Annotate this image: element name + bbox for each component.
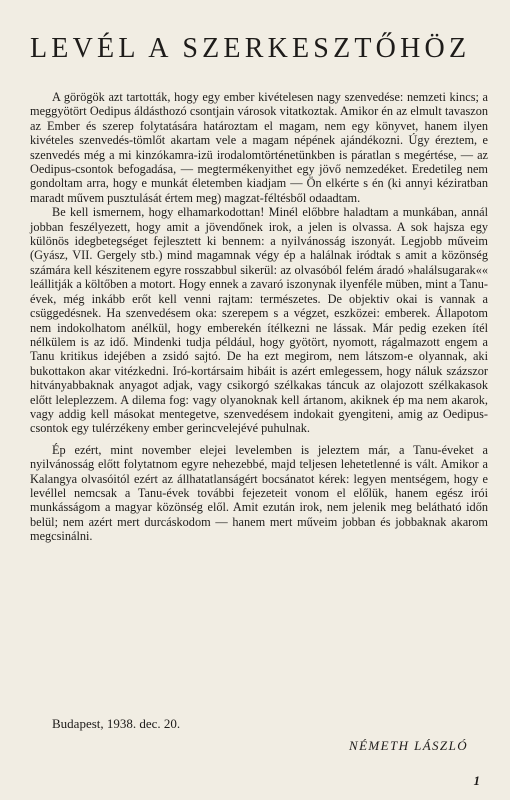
paragraph-2: Be kell ismernem, hogy elhamarkodottan! Minél előbbre haladtam a munkában, annál jobban feszélyezett, hogy amit a jövendőnek irok, a jelen is olvassa. A sok hajsza egy különös idegbetegséget fejlesztett ki bennem: a nyilvánosság iszonyát. Legjobb műveim (Gyász, VII. Gergely stb.) mind magamnak végy ép a halálnak iródtak s amit a közönség számára kell készitenem egyre rosszabbul sikerül: az olvasóból felém áradó »halálsugarak«« leállitják a költőben a motort. Hogy ennek a zavaró iszonynak ilyenféle müben, mint a Tanu-évek, még inkább erőt kell venni rajtam: természetes. De objektiv okai is vannak a csüggedésnek. Ha szenvedésem oka: szerepem s a végzet, eszközei: emberek. Állapotom nem indokolhatom anélkül, hogy emberekén ítélkezni ne lássak. Már pedig ezeken ítél nélkülem is az idő. Mindenki tudja például, hogy gyötört, nyomott, rágalmazott engem a Tanu kritikus idejében a zsidó sajtó. De ha ezt megirom, nem látszom-e olyannak, aki bukottakon akar vitézkedni. Iró-kortársaim hibáit is azért emlegessem, hogy náluk százszor hitványabbaknak anyagot adjak, vagy csikorgó szélkakas táncuk az olajozott szélkakasok előtt leleplezzem. A dilema fog: vagy olyanoknak kell ártanom, akiknek ép ma nem akarok, vagy addig kell másokat mentegetve, szenvedésem indokait gyengiteni, amig az Oedipus-csontok egy tulérzékeny ember gerincvelejévé puhulnak.	[30, 205, 488, 436]
paragraph-1: A görögök azt tartották, hogy egy ember kivételesen nagy szenvedése: nemzeti kincs; a meggyötört Oedipus áldásthozó csontjain városok vitatkoztak. Amikor én az elmult tavaszon az Ember és szerep folytatására határoztam el magam, nem egy könyvet, hanem ilyen kivételes szenvedés-tömlőt akartam vele a magam népének ajándékozni. Úgy éreztem, e szenvedés még a mi kinzókamra-izü irodalomtörténetünkben is páratlan s megértése, — az Oedipus-csontok befogadása, — megtermékenyithet egy jövő nemzedéket. Eredetileg nem gondoltam arra, hogy e munkát életemben kiadjam — Ön elkérte s én (ki annyi kéziratban maradt művem pusztulását értem meg) magzat-féltésből odaadtam.	[30, 90, 488, 205]
page-number: 1	[473, 773, 480, 788]
page-title: LEVÉL A SZERKESZTŐHÖZ	[30, 33, 471, 64]
letter-body	[30, 90, 488, 544]
signature: NÉMETH LÁSZLÓ	[349, 738, 468, 753]
place-date: Budapest, 1938. dec. 20.	[52, 716, 181, 731]
paragraph-3: Ép ezért, mint november elejei levelemben is jeleztem már, a Tanu-éveket a nyilvánosság előtt folytatnom egyre nehezebbé, majd teljesen lehetetlenné is vált. Amikor a Kalangya olvasóitól ezért az állhatatlanságért bocsánatot kérek: legyen mentségem, hogy e levéllel nemcsak a Tanu-évek további fejezeteit vonom el előlük, hanem egész irói munkásságom a magyar közönség elől. Amit ezután irok, nem jelenik meg belátható időn belül; nem azért mert durcáskodom — hanem mert műveim jobban és jobbaknak akarom megcsinálni.	[30, 442, 488, 544]
